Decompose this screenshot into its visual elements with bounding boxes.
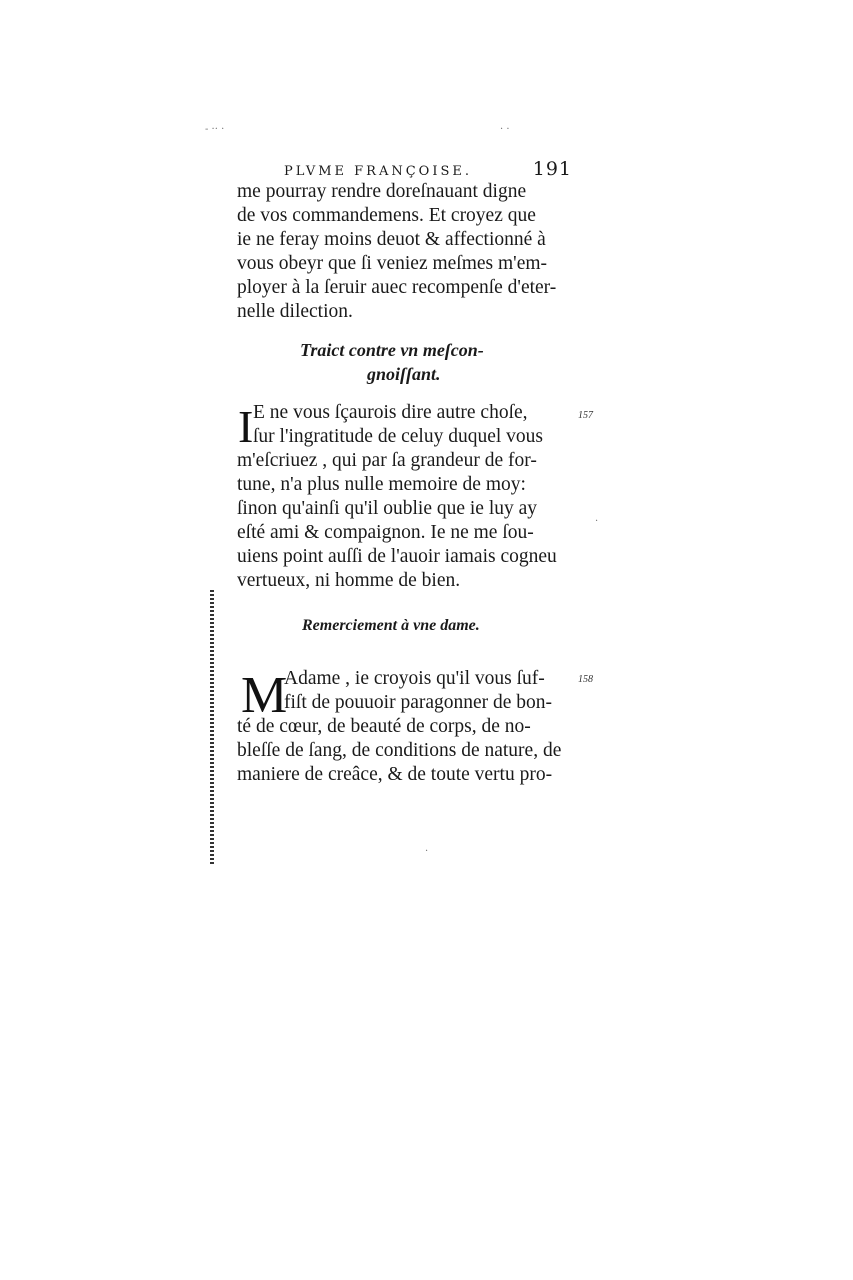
marginal-number: 157 — [578, 410, 593, 421]
text-line: uiens point auſſi de l'auoir iamais cogneu — [237, 546, 557, 567]
text-line: nelle dilection. — [237, 301, 353, 322]
text-line: té de cœur, de beauté de corps, de no- — [237, 716, 531, 737]
scan-mark-right-margin: · — [595, 516, 599, 527]
text-line: de vos commandemens. Et croyez que — [237, 205, 536, 226]
page-number: 191 — [532, 158, 572, 180]
drop-cap: M — [241, 667, 288, 724]
drop-cap: I — [238, 401, 254, 452]
text-line: vous obeyr que ſi veniez meſmes m'em- — [237, 253, 548, 274]
scan-mark-bottom: · — [425, 846, 429, 857]
text-line: ie ne feray moins deuot & affectionné à — [237, 229, 546, 250]
text-line: E ne vous ſçaurois dire autre choſe, — [253, 402, 528, 423]
text-line: eſté ami & compaignon. Ie ne me ſou- — [237, 522, 534, 543]
section-heading: Traict contre vn meſcon- — [300, 340, 484, 360]
scan-mark-top-right: · · — [500, 124, 510, 135]
text-line: me pourray rendre doreſnauant digne — [237, 181, 527, 202]
text-line: fiſt de pouuoir paragonner de bon- — [284, 692, 553, 713]
text-line: Adame , ie croyois qu'il vous ſuf- — [284, 668, 545, 689]
text-line: m'eſcriuez , qui par ſa grandeur de for- — [237, 450, 537, 471]
text-line: ployer à la ſeruir auec recompenſe d'eter- — [237, 277, 557, 298]
text-line: ſur l'ingratitude de celuy duquel vous — [253, 426, 543, 447]
text-line: vertueux, ni homme de bien. — [237, 570, 461, 591]
running-title: PLVME FRANÇOISE. — [284, 164, 472, 179]
text-line: tune, n'a plus nulle memoire de moy: — [237, 474, 526, 495]
binding-gutter — [210, 590, 214, 865]
section-heading: Remerciement à vne dame. — [302, 617, 480, 634]
marginal-number: 158 — [578, 674, 593, 685]
text-line: maniere de creâce, & de toute vertu pro- — [237, 764, 553, 785]
section-heading: gnoiſſant. — [367, 364, 441, 384]
text-line: bleſſe de ſang, de conditions de nature, de — [237, 740, 562, 761]
text-line: ſinon qu'ainſi qu'il oublie que ie luy ay — [237, 498, 538, 519]
scan-mark-top-left: - ·· · — [205, 124, 225, 135]
